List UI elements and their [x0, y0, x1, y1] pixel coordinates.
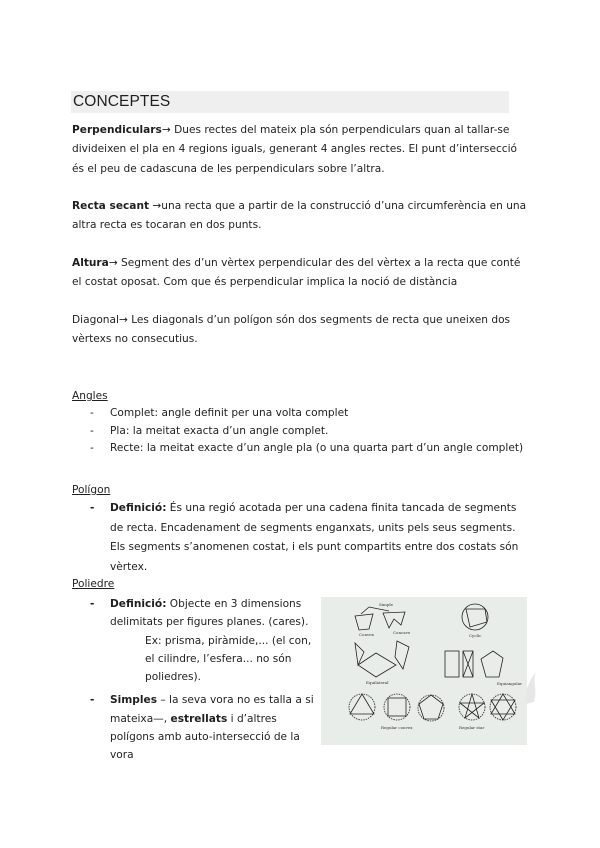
poliedre-title: Poliedre [72, 578, 115, 590]
label-equiangular: Equiangular [497, 681, 523, 686]
simples-label: Simples [110, 694, 158, 707]
list-item: - Definició: És una regió acotada per una cadena finita tancada de segments de recta. Encadenament de segments enganxats, units pels seus segments. Els segments s’anomenen costat, i els punt compartits entre dos costats són vèrtex. [90, 502, 519, 573]
diagonal-text: Diagonal→ Les diagonals d’un polígon són dos segments de recta que uneixen dos [72, 314, 511, 326]
perpendiculars-text: és el peu de cadascuna de les perpendiculars sobre l’altra. [72, 162, 385, 175]
perpendiculars-text: Dues rectes del mateix pla són perpendiculars quan al tallar-se [170, 124, 510, 136]
regular-square-icon [388, 698, 406, 716]
poligon-list [90, 499, 535, 577]
list-item: - Recte: la meitat exacte d’un angle pla (o una quarta part d’un angle complet) [90, 442, 524, 454]
recta-secant-paragraph [72, 197, 532, 236]
equiangular-rect-icon [445, 651, 459, 677]
poliedre-list [90, 595, 320, 765]
altura-text: → Segment des d’un vèrtex perpendicular des del vèrtex a la recta que conté [108, 257, 521, 269]
concave-polygon-icon [383, 612, 405, 628]
label-simple: Simple [379, 602, 394, 607]
estrellats-label: estrellats [170, 712, 228, 725]
diagonal-text: vèrtexs no consecutius. [72, 333, 198, 346]
perpendiculars-paragraph [72, 121, 532, 179]
perpendiculars-text: divideixen el pla en 4 regions iguals, generant 4 angles rectes. El punt d’intersecció [72, 143, 518, 156]
recta-secant-text: →una recta que a partir de la construcció d’una circumferència en una [149, 200, 527, 212]
definicio-label: Definició: [110, 598, 167, 610]
label-equilateral: Equilateral [366, 680, 389, 685]
polygons-diagram [321, 597, 527, 745]
polygons-diagram-svg [321, 597, 527, 745]
diagonal-paragraph [72, 311, 532, 350]
equilateral-star-icon [395, 641, 409, 669]
angles-title: Angles [72, 390, 108, 402]
perpendiculars-term: Perpendiculars [72, 124, 162, 136]
recta-secant-term: Recta secant [72, 200, 150, 212]
equilateral-rhombus-icon [358, 653, 396, 677]
label-regular-star: Regular star [459, 725, 485, 730]
label-concave: Concave [393, 630, 411, 635]
regular-triangle-icon [350, 694, 374, 714]
cyclic-polygon-icon [466, 609, 487, 627]
label-convex: Convex [359, 632, 374, 637]
list-item: - Definició: Objecte en 3 dimensions delimitats per figures planes. (cares). Ex: prisma, piràmide,... (el con, el cilindre, l’esfera... no són poliedres). [90, 598, 312, 684]
arrow: → [161, 124, 171, 136]
decorative-scribble-icon [520, 660, 544, 710]
altura-text: el costat oposat. Com que és perpendicular implica la noció de distància [72, 276, 458, 289]
angles-list [90, 405, 530, 458]
list-item: - Pla: la meitat exacta d’un angle complet. [90, 424, 329, 437]
equiangular-pentagon-icon [481, 651, 503, 677]
list-item: - Simples – la seva vora no es talla a si mateixa—, estrellats i d’altres polígons amb auto-intersecció de la vora [90, 694, 314, 762]
section-heading: CONCEPTES [71, 91, 509, 113]
list-item: - Complet: angle definit per una volta complet [90, 407, 349, 419]
altura-term: Altura [72, 257, 109, 269]
poligon-title: Polígon [72, 484, 111, 496]
definicio-label: Definició: [110, 502, 167, 514]
label-regular-convex: Regular convex [381, 725, 413, 730]
altura-paragraph [72, 254, 532, 293]
label-cyclic: Cyclic [469, 633, 482, 638]
recta-secant-text: altra recta es tocaran en dos punts. [72, 219, 262, 232]
convex-polygon-icon [355, 614, 373, 630]
cyclic-circle-icon [462, 604, 488, 630]
